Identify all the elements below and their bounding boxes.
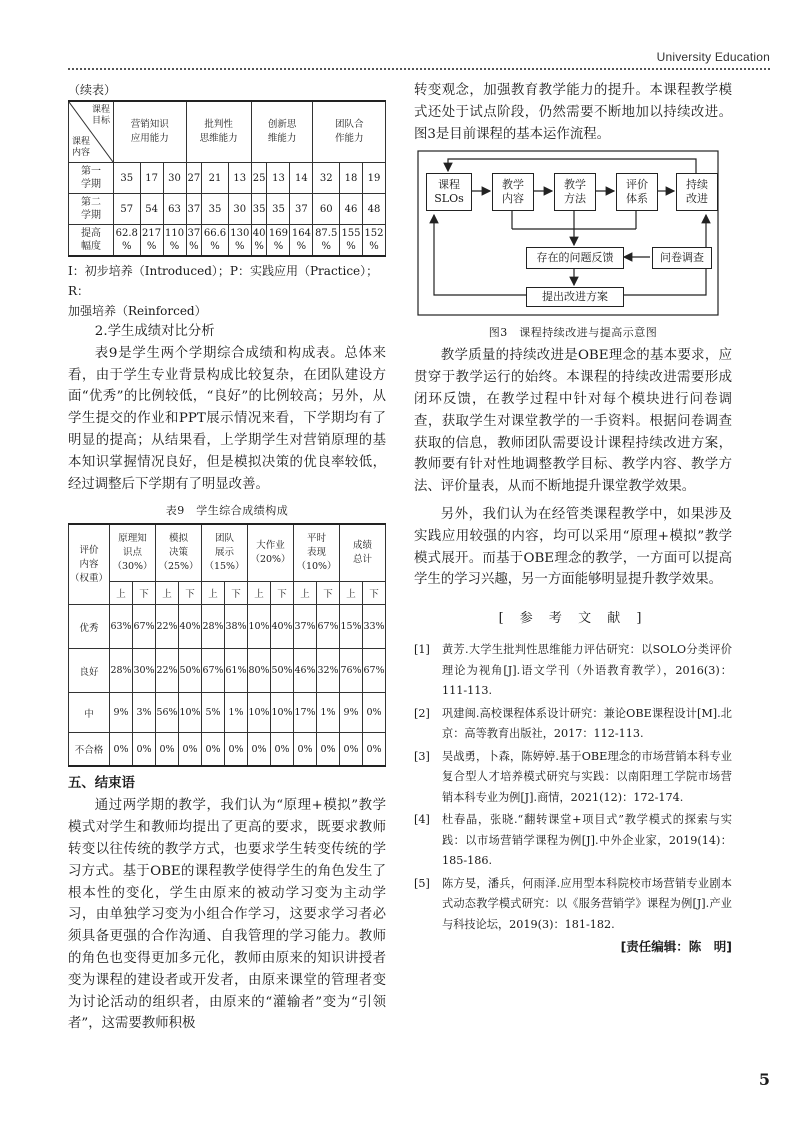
- table-cell: 15%: [340, 605, 363, 649]
- table-cell: 76%: [340, 649, 363, 693]
- table-continued-label: （续表）: [68, 83, 117, 97]
- table9-subheader: 上: [156, 582, 179, 605]
- table9-subheader: 上: [294, 582, 317, 605]
- table-cell: 62.8 %: [114, 225, 141, 257]
- table-cell: 0%: [363, 733, 386, 767]
- right-column: [414, 80, 732, 955]
- table9-row-label: 优秀: [69, 605, 110, 649]
- table-cell: 0%: [179, 733, 202, 767]
- table-cell: 38%: [225, 605, 248, 649]
- table9-row: [69, 649, 386, 693]
- table8-corner-bottom: 课程 内容: [72, 137, 91, 158]
- table9-subheader: 上: [340, 582, 363, 605]
- table-cell: 1%: [225, 693, 248, 733]
- table-cell: 0%: [317, 733, 340, 767]
- table-cell: 80%: [248, 649, 271, 693]
- table9-group-header: 成绩 总计: [340, 524, 386, 582]
- reference-item: [3] 吴战勇，卜森，陈婷婷.基于OBE理念的市场营销本科专业复合型人才培养模式研究与实践：以南阳理工学院市场营销本科专业为例[J].商情，2021(12)：172-174.: [414, 749, 732, 804]
- table-cell: 30: [163, 163, 186, 194]
- table-cell: 54: [140, 194, 163, 225]
- table9-subheader: 下: [133, 582, 156, 605]
- table8-group-header: 营销知识 应用能力: [114, 101, 187, 163]
- table-cell: 63%: [110, 605, 133, 649]
- figure3-caption: 图3 课程持续改进与提高示意图: [488, 326, 658, 340]
- table-cell: 17%: [294, 693, 317, 733]
- table-cell: 18: [340, 163, 363, 194]
- table-cell: 10%: [248, 693, 271, 733]
- table-cell: 40%: [271, 605, 294, 649]
- table-cell: 67%: [202, 649, 225, 693]
- table-cell: 22%: [156, 605, 179, 649]
- table9-caption: 表9 学生综合成绩构成: [165, 504, 289, 518]
- table-cell: 22%: [156, 649, 179, 693]
- table-note-line: I：初步培养（Introduced）；P：实践应用（Practice）；R：: [68, 264, 379, 298]
- table-cell: 50%: [271, 649, 294, 693]
- table-cell: 0%: [110, 733, 133, 767]
- table-cell: 9%: [110, 693, 133, 733]
- table-cell: 0%: [133, 733, 156, 767]
- table-cell: 33%: [363, 605, 386, 649]
- reference-item: [2] 巩建闽.高校课程体系设计研究：兼论OBE课程设计[M].北京：高等教育出版社，2017：112-113.: [414, 706, 732, 741]
- table-cell: 61%: [225, 649, 248, 693]
- table-cell: 30: [228, 194, 251, 225]
- table-cell: 9%: [340, 693, 363, 733]
- table-cell: 35: [114, 163, 141, 194]
- table9-row: [69, 693, 386, 733]
- table-cell: 37: [186, 194, 202, 225]
- table9-row-label: 不合格: [69, 733, 110, 767]
- table-cell: 164 %: [290, 225, 313, 257]
- table9-subheader: 上: [202, 582, 225, 605]
- reference-item: [4] 杜春晶，张晓.“翻转课堂+项目式”教学模式的探索与实践：以市场营销学课程为例[J].中外企业家，2019(14)：185-186.: [414, 813, 732, 868]
- table-cell: 13: [228, 163, 251, 194]
- table-cell: 21: [202, 163, 229, 194]
- table-cell: 63: [163, 194, 186, 225]
- table-cell: 56%: [156, 693, 179, 733]
- table-cell: 87.5 %: [313, 225, 340, 257]
- flow-box-slos: 课程 SLOs: [426, 173, 472, 211]
- table8-row: [69, 163, 386, 194]
- table-cell: 10%: [248, 605, 271, 649]
- table-cell: 28%: [202, 605, 225, 649]
- paragraph: 通过两学期的教学，我们认为“原理+模拟”教学模式对学生和教师均提出了更高的要求，既要求教师转变以往传统的教学方式，也要求学生转变传统的学习方式。基于OBE的课程教学使得学生的角色发生了根本性的变化，学生由原来的被动学习变为主动学习，由单独学习变为小组合作学习，这要求学习者必须具备更强的合作沟通、自我管理的学习能力。教师的角色也变得更加多元化，教师由原来的知识讲授者变为课程的建设者或开发者，由原来课堂的管理者变为讨论活动的组织者，由原来的“灌输者”变为“引领者”，这需要教师积极: [68, 798, 386, 1032]
- table-cell: 169 %: [267, 225, 290, 257]
- table-cell: 35: [267, 194, 290, 225]
- table9-group-header: 原理知 识点 （30%）: [110, 524, 156, 582]
- flow-box-teaching-content: 教学 内容: [492, 173, 534, 211]
- table-cell: 66.6 %: [202, 225, 229, 257]
- table9-group-header: 团队 展示 （15%）: [202, 524, 248, 582]
- header-dotted-rule: [68, 68, 770, 70]
- table8-row: [69, 194, 386, 225]
- table-cell: 32%: [317, 649, 340, 693]
- table-cell: 48: [362, 194, 385, 225]
- table-cell: 0%: [156, 733, 179, 767]
- table9-row: [69, 605, 386, 649]
- table9-row-label: 中: [69, 693, 110, 733]
- reference-item: [1] 黄芳.大学生批判性思维能力评估研究：以SOLO分类评价理论为视角[J].语文学刊（外语教育教学），2016(3)：111-113.: [414, 643, 732, 698]
- table-cell: 50%: [179, 649, 202, 693]
- table-cell: 25: [251, 163, 267, 194]
- table8-corner-cell: [69, 101, 114, 163]
- table9: [68, 523, 386, 767]
- responsible-editor: [责任编辑：陈 明]: [620, 939, 732, 955]
- table-cell: 17: [140, 163, 163, 194]
- table9-row-label: 良好: [69, 649, 110, 693]
- table-cell: 37: [290, 194, 313, 225]
- table-cell: 19: [362, 163, 385, 194]
- table9-subheader: 上: [110, 582, 133, 605]
- table-cell: 10%: [271, 693, 294, 733]
- table-cell: 57: [114, 194, 141, 225]
- flow-box-teaching-method: 教学 方法: [554, 173, 596, 211]
- table-cell: 3%: [133, 693, 156, 733]
- table-cell: 35: [202, 194, 229, 225]
- paragraph: 表9是学生两个学期综合成绩和构成表。总体来看，由于学生专业背景构成比较复杂，在团队建设方面“优秀”的比例较低，“良好”的比例较高；另外，从学生提交的作业和PPT展示情况来看，下学期均有了明显的提高；从结果看，上学期学生对营销原理的基本知识掌握情况良好，但是模拟决策的优良率较低，经过调整后下学期有了明显改善。: [68, 345, 386, 492]
- table-cell: 0%: [202, 733, 225, 767]
- table-cell: 37 %: [186, 225, 202, 257]
- table-cell: 60: [313, 194, 340, 225]
- table8-row-label: 第一 学期: [69, 163, 114, 194]
- section-heading: 五、结束语: [68, 776, 135, 792]
- table-cell: 35: [251, 194, 267, 225]
- subheading: 2.学生成绩对比分析: [94, 324, 215, 339]
- left-column: [68, 80, 386, 1035]
- reference-item: [5] 陈方旻，潘兵，何雨泽.应用型本科院校市场营销专业剧本式动态教学模式研究：以《服务营销学》课程为例[J].产业与科技论坛，2019(3)：181-182.: [414, 876, 732, 931]
- table-cell: 10%: [179, 693, 202, 733]
- table-cell: 13: [267, 163, 290, 194]
- table-cell: 155 %: [340, 225, 363, 257]
- table8-group-header: 创新思 维能力: [251, 101, 313, 163]
- table9-subheader: 下: [363, 582, 386, 605]
- table-cell: 0%: [271, 733, 294, 767]
- table-cell: 130 %: [228, 225, 251, 257]
- table-cell: 217 %: [140, 225, 163, 257]
- table9-subheader: 下: [271, 582, 294, 605]
- table9-subheader: 下: [225, 582, 248, 605]
- paragraph: 教学质量的持续改进是OBE理念的基本要求，应贯穿于教学运行的始终。本课程的持续改进需要形成闭环反馈，在教学过程中针对每个模块进行问卷调查，获取学生对课堂教学的一手资料。根据问卷调查获取的信息，教师团队需要设计课程持续改进方案，教师要有针对性地调整教学目标、教学内容、教学方法、评价量表，从而不断地提升课堂教学效果。: [414, 348, 732, 495]
- table8-corner-top: 课程 目标: [91, 105, 110, 126]
- table-cell: 14: [290, 163, 313, 194]
- table-cell: 110 %: [163, 225, 186, 257]
- table9-subheader: 上: [248, 582, 271, 605]
- paragraph: 另外，我们认为在经管类课程教学中，如果涉及实践应用较强的内容，均可以采用“原理+模拟”教学模式展开。而基于OBE理念的教学，一方面可以提高学生的学习兴趣，另一方面能够明显提升教学效果。: [414, 506, 732, 588]
- table-cell: 37%: [294, 605, 317, 649]
- flow-box-problem-feedback: 存在的问题反馈: [526, 247, 624, 269]
- journal-title: University Education: [656, 50, 770, 64]
- table8-row: [69, 225, 386, 257]
- table-cell: 152 %: [362, 225, 385, 257]
- table-cell: 32: [313, 163, 340, 194]
- table9-group-header: 模拟 决策 （25%）: [156, 524, 202, 582]
- table-cell: 0%: [294, 733, 317, 767]
- table-cell: 0%: [340, 733, 363, 767]
- table-cell: 40 %: [251, 225, 267, 257]
- table9-corner: 评价 内容 （权重）: [69, 524, 110, 605]
- table-cell: 46%: [294, 649, 317, 693]
- table9-row: [69, 733, 386, 767]
- table8-continued: [68, 100, 386, 257]
- table-cell: 28%: [110, 649, 133, 693]
- table-cell: 30%: [133, 649, 156, 693]
- table-cell: 40%: [179, 605, 202, 649]
- flow-box-questionnaire-survey: 问卷调查: [652, 247, 712, 269]
- table8-group-header: 批判性 思维能力: [186, 101, 251, 163]
- table9-subheader: 下: [179, 582, 202, 605]
- table8-group-header: 团队合 作能力: [313, 101, 386, 163]
- table-cell: 67%: [317, 605, 340, 649]
- table-cell: 0%: [248, 733, 271, 767]
- table-cell: 67%: [133, 605, 156, 649]
- page-number: 5: [758, 1070, 770, 1089]
- paragraph: 转变观念，加强教育教学能力的提升。本课程教学模式还处于试点阶段，仍然需要不断地加以持续改进。图3是目前课程的基本运作流程。: [414, 83, 732, 142]
- table-cell: 0%: [363, 693, 386, 733]
- table-cell: 67%: [363, 649, 386, 693]
- table-cell: 0%: [225, 733, 248, 767]
- table-note-line: 加强培养（Reinforced）: [68, 304, 207, 318]
- flow-box-continuous-improvement: 持续 改进: [676, 173, 718, 211]
- table-cell: 46: [340, 194, 363, 225]
- figure3-flowchart: [414, 149, 732, 319]
- table8-row-label: 提高 幅度: [69, 225, 114, 257]
- flow-box-evaluation-system: 评价 体系: [616, 173, 658, 211]
- table9-group-header: 平时 表现 （10%）: [294, 524, 340, 582]
- table-cell: 27: [186, 163, 202, 194]
- flow-box-improvement-plan: 提出改进方案: [526, 287, 624, 307]
- table-cell: 1%: [317, 693, 340, 733]
- references-title: [ 参 考 文 献 ]: [498, 611, 648, 627]
- table-cell: 5%: [202, 693, 225, 733]
- table9-subheader: 下: [317, 582, 340, 605]
- table9-group-header: 大作业 （20%）: [248, 524, 294, 582]
- table8-row-label: 第二 学期: [69, 194, 114, 225]
